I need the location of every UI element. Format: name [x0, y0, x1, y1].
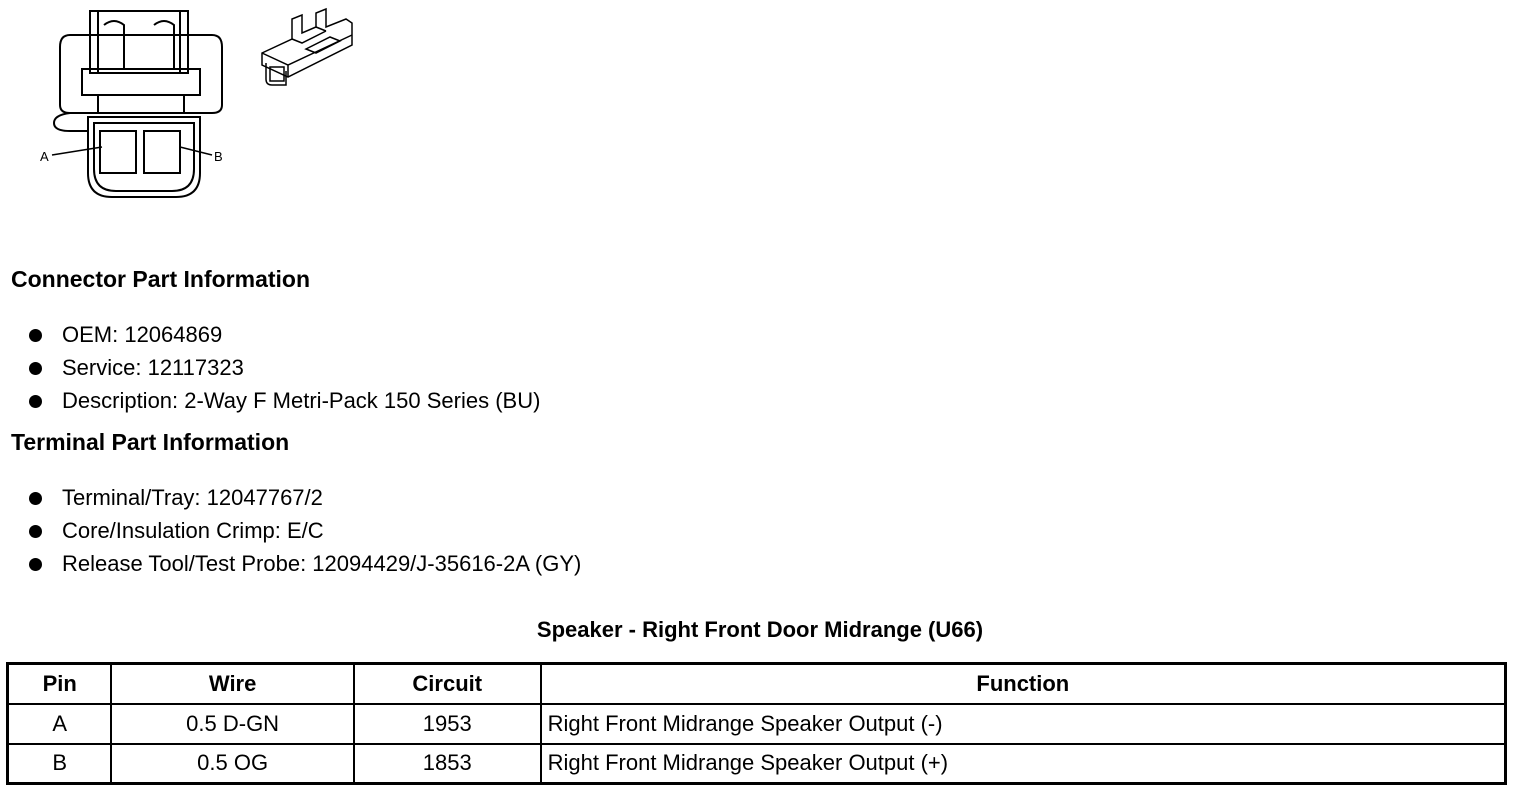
- list-item-text: Description: 2-Way F Metri-Pack 150 Series (BU): [62, 388, 541, 413]
- column-header-function: Function: [541, 664, 1506, 704]
- terminal-info-heading: Terminal Part Information: [11, 429, 290, 455]
- list-item-text: Service: 12117323: [62, 355, 244, 380]
- pin-a-label: A: [40, 149, 49, 164]
- bullet-icon: [29, 558, 42, 571]
- list-item: [28, 384, 540, 417]
- list-item: [28, 514, 581, 547]
- bullet-icon: [29, 492, 42, 505]
- bullet-icon: [29, 395, 42, 408]
- list-item-text: Release Tool/Test Probe: 12094429/J-35616-2A (GY): [62, 551, 582, 576]
- function-cell: Right Front Midrange Speaker Output (+): [541, 744, 1506, 784]
- pin-cell: A: [8, 704, 112, 744]
- circuit-cell: 1853: [354, 744, 541, 784]
- circuit-cell: 1953: [354, 704, 541, 744]
- list-item-text: OEM: 12064869: [62, 322, 223, 347]
- bullet-icon: [29, 525, 42, 538]
- list-item: [28, 481, 581, 514]
- connector-info-list: [28, 318, 540, 417]
- terminal-info-list: [28, 481, 581, 580]
- list-item-text: Terminal/Tray: 12047767/2: [62, 485, 323, 510]
- table-row: [8, 744, 1506, 784]
- list-item-text: Core/Insulation Crimp: E/C: [62, 518, 324, 543]
- wire-cell: 0.5 OG: [111, 744, 354, 784]
- pin-table: [6, 662, 1507, 785]
- connector-info-heading: Connector Part Information: [11, 266, 311, 292]
- list-item: [28, 318, 540, 351]
- column-header-pin: Pin: [8, 664, 112, 704]
- list-item: [28, 547, 581, 580]
- wire-cell: 0.5 D-GN: [111, 704, 354, 744]
- table-row: [8, 704, 1506, 744]
- connector-diagram: [30, 5, 370, 210]
- connector-face-view: [52, 11, 222, 197]
- pin-table-title: Speaker - Right Front Door Midrange (U66): [536, 617, 984, 642]
- table-header-row: [8, 664, 1506, 704]
- bullet-icon: [29, 329, 42, 342]
- column-header-circuit: Circuit: [354, 664, 541, 704]
- pin-b-label: B: [214, 149, 223, 164]
- pin-cell: B: [8, 744, 112, 784]
- connector-isometric-view: [262, 9, 352, 85]
- function-cell: Right Front Midrange Speaker Output (-): [541, 704, 1506, 744]
- column-header-wire: Wire: [111, 664, 354, 704]
- list-item: [28, 351, 540, 384]
- bullet-icon: [29, 362, 42, 375]
